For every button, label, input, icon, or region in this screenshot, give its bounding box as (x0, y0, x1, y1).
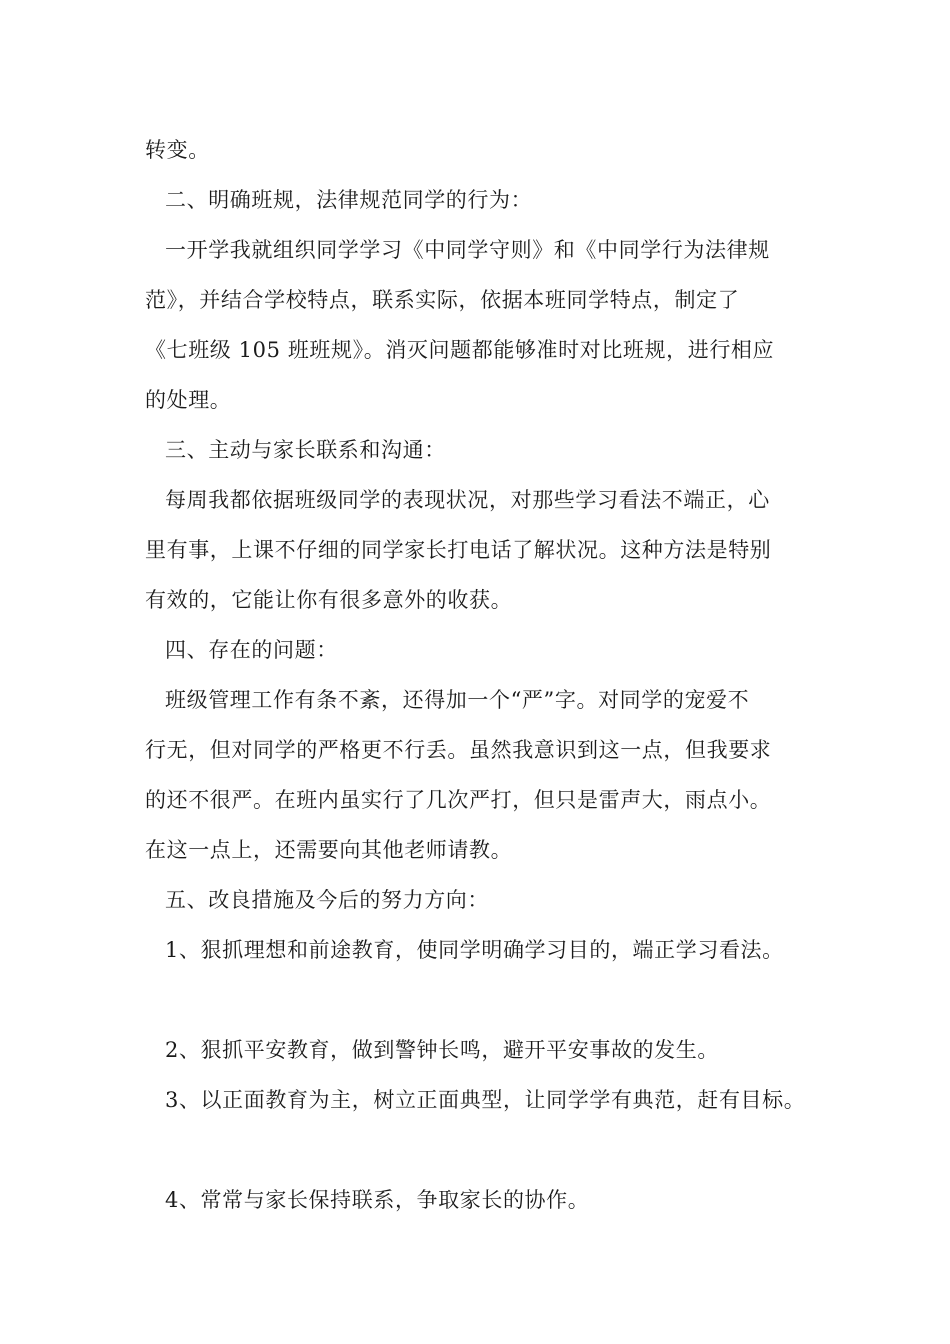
paragraph-line: 《七班级 105 班班规》。消灭问题都能够准时对比班规，进行相应 (145, 338, 775, 362)
paragraph-line: 的处理。 (145, 388, 232, 412)
section-heading: 五、改良措施及今后的努力方向： (165, 888, 489, 912)
paragraph-line: 范》，并结合学校特点，联系实际，依据本班同学特点，制定了 (145, 288, 740, 312)
list-item: 1、狠抓理想和前途教育，使同学明确学习目的，端正学习看法。 (165, 938, 784, 962)
paragraph-line: 一开学我就组织同学学习《中同学守则》和《中同学行为法律规 (165, 238, 770, 262)
list-item: 3、以正面教育为主，树立正面典型，让同学学有典范，赶有目标。 (165, 1088, 806, 1112)
list-item: 2、狠抓平安教育，做到警钟长鸣，避开平安事故的发生。 (165, 1038, 719, 1062)
section-heading: 三、主动与家长联系和沟通： (165, 438, 446, 462)
section-heading: 四、存在的问题： (165, 638, 338, 662)
paragraph-line: 班级管理工作有条不紊，还得加一个“严”字。对同学的宠爱不 (165, 688, 750, 712)
list-item: 4、常常与家长保持联系，争取家长的协作。 (165, 1188, 590, 1212)
paragraph-line: 有效的，它能让你有很多意外的收获。 (145, 588, 513, 612)
paragraph-line: 每周我都依据班级同学的表现状况，对那些学习看法不端正，心 (165, 488, 770, 512)
paragraph-line: 行无，但对同学的严格更不行丢。虽然我意识到这一点，但我要求 (145, 738, 772, 762)
paragraph-line: 转变。 (145, 138, 210, 162)
paragraph-line: 里有事，上课不仔细的同学家长打电话了解状况。这种方法是特别 (145, 538, 772, 562)
paragraph-line: 的还不很严。在班内虽实行了几次严打，但只是雷声大，雨点小。 (145, 788, 772, 812)
paragraph-line: 在这一点上，还需要向其他老师请教。 (145, 838, 513, 862)
section-heading: 二、明确班规，法律规范同学的行为： (165, 188, 533, 212)
